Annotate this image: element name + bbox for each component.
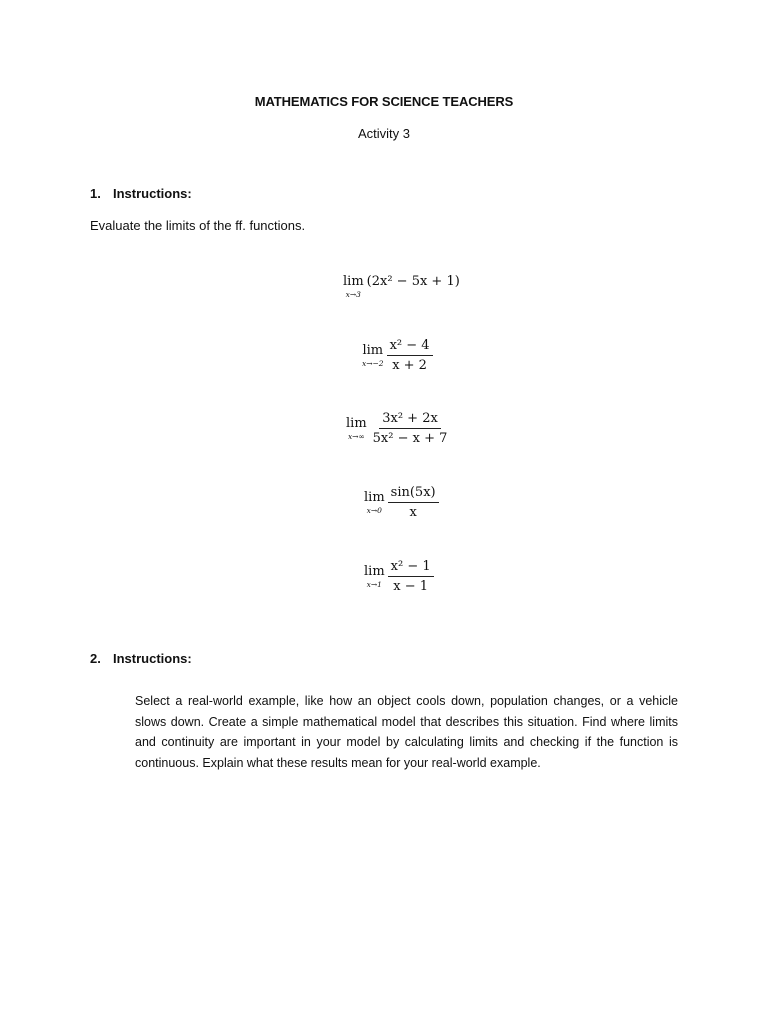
limit-approach: x→3 [345,290,361,299]
limit-operator [346,417,367,441]
limit-expression-1 [343,275,460,299]
section-1-heading-text: Instructions: [113,186,192,201]
limit-fraction [388,486,439,519]
lim-word: lim [343,274,364,289]
limit-fraction [370,412,451,445]
section-2-heading [90,651,192,666]
section-1-number: 1. [90,186,101,201]
limit-operator [362,344,384,368]
section-2-number: 2. [90,651,101,666]
lim-word: lim [364,489,385,505]
lim-word: lim [346,415,367,431]
page-subtitle: Activity 3 [357,126,410,141]
fraction-denominator: 5x² − x + 7 [372,431,448,446]
fraction-numerator: sin(5x) [388,486,439,503]
limit-expression-2 [362,339,433,372]
limit-operator [364,491,385,515]
limit-operator [343,275,364,299]
section-1-prompt: Evaluate the limits of the ff. functions. [90,218,306,233]
limit-expression-3 [346,412,450,445]
lim-word: lim [362,342,384,358]
section-2-paragraph: Select a real-world example, like how an object cools down, population changes, or a vehicle slows down. Create a simple mathematical model that describes this situation. Find where limits and continuity are important in your model by calculating limits and checking if the function is continuous. Explain what these results mean for your real-world example. [135,694,678,770]
page-title: MATHEMATICS FOR SCIENCE TEACHERS [254,94,514,109]
limit-approach: x→∞ [347,431,365,441]
section-1-heading [90,186,192,201]
limit-expression-5 [364,560,434,593]
limit-approach: x→−2 [362,358,384,368]
section-2-heading-text: Instructions: [113,651,192,666]
limit-fraction [388,560,434,593]
fraction-denominator: x [409,505,417,520]
limit-operator [364,565,385,589]
limit-approach: x→0 [366,505,382,515]
fraction-denominator: x − 1 [393,579,429,594]
limit-expression-4 [364,486,439,519]
fraction-denominator: x + 2 [392,358,427,373]
fraction-numerator: x² − 4 [387,339,433,356]
limit-fraction [387,339,433,372]
limit-body: (2x² − 5x + 1) [366,274,460,290]
fraction-numerator: 3x² + 2x [379,412,441,429]
fraction-numerator: x² − 1 [388,560,434,577]
lim-word: lim [364,563,385,579]
limit-approach: x→1 [366,579,382,589]
